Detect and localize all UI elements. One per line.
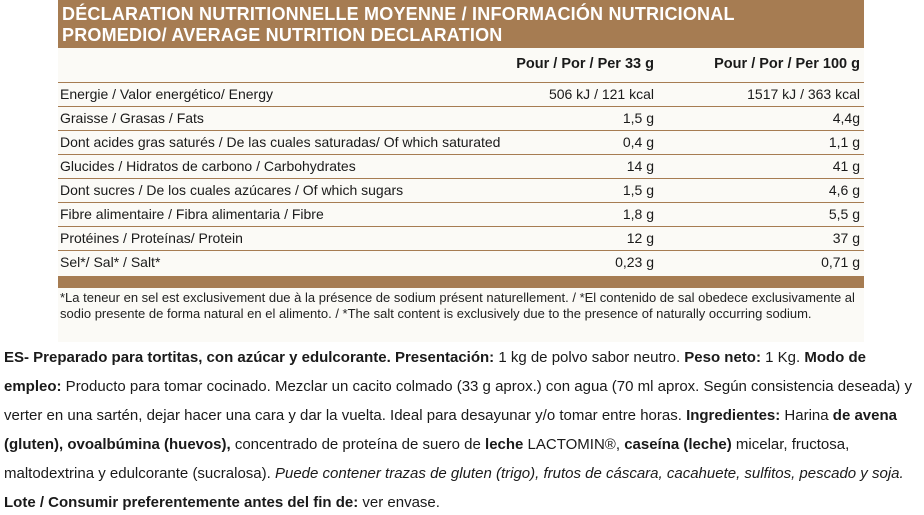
description-lot-label: Lote / Consumir preferentemente antes del fin de: bbox=[4, 494, 359, 511]
nutrient-label: Fibre alimentaire / Fibra alimentaria / Fibre bbox=[60, 206, 324, 222]
description-ingredients-label: Ingredientes: bbox=[686, 407, 781, 424]
table-row bbox=[58, 130, 864, 154]
table-row bbox=[58, 202, 864, 226]
value-per-100g: 4,6 g bbox=[828, 182, 860, 198]
nutrient-label: Glucides / Hidratos de carbono / Carbohydrates bbox=[60, 158, 356, 174]
table-bottom-bar bbox=[58, 276, 864, 288]
value-per-serving: 0,23 g bbox=[615, 254, 654, 270]
nutrition-table bbox=[58, 82, 864, 274]
description-lot: ver envase. bbox=[358, 494, 440, 511]
description-allergen-casein: caseína (leche) bbox=[624, 436, 732, 453]
value-per-100g: 37 g bbox=[832, 230, 860, 246]
product-description bbox=[4, 343, 920, 515]
nutrition-title-bar bbox=[58, 0, 864, 48]
table-row bbox=[58, 154, 864, 178]
table-row bbox=[58, 178, 864, 202]
description-usage-label: Modo de empleo: bbox=[4, 349, 866, 395]
value-per-100g: 5,5 g bbox=[828, 206, 860, 222]
nutrition-title-line2: PROMEDIO/ AVERAGE NUTRITION DECLARATION bbox=[62, 25, 503, 45]
value-per-serving: 1,5 g bbox=[622, 182, 654, 198]
nutrient-label: Graisse / Grasas / Fats bbox=[60, 110, 204, 126]
value-per-serving: 14 g bbox=[626, 158, 654, 174]
column-header-per-100g: Pour / Por / Per 100 g bbox=[714, 56, 860, 72]
value-per-100g: 4,4g bbox=[832, 110, 860, 126]
value-per-100g: 0,71 g bbox=[821, 254, 860, 270]
value-per-100g: 41 g bbox=[832, 158, 860, 174]
value-per-serving: 12 g bbox=[626, 230, 654, 246]
column-header-per-serving: Pour / Por / Per 33 g bbox=[516, 56, 654, 72]
value-per-serving: 506 kJ / 121 kcal bbox=[548, 86, 654, 102]
description-net-weight: 1 Kg. bbox=[760, 349, 805, 366]
value-per-100g: 1517 kJ / 363 kcal bbox=[747, 86, 860, 102]
nutrition-panel bbox=[58, 0, 864, 342]
description-presentation: 1 kg de polvo sabor neutro. bbox=[494, 349, 685, 366]
nutrient-label: Sel*/ Sal* / Salt* bbox=[60, 254, 161, 270]
description-traces: Puede contener trazas de gluten (trigo), frutos de cáscara, cacahuete, sulfitos, pescado y soja. bbox=[274, 465, 904, 482]
value-per-serving: 0,4 g bbox=[622, 134, 654, 150]
salt-footnote: *La teneur en sel est exclusivement due à la présence de sodium présent naturellement. / *El contenido de sal obedece exclusivamente al sodio presente de forma natural en el alimento. / *The salt content is exclusively due to the presence of naturally occurring sodium. bbox=[60, 290, 855, 321]
description-lead: ES- Preparado para tortitas, con azúcar y edulcorante. Presentación: bbox=[4, 349, 495, 366]
nutrient-label: Dont acides gras saturés / De las cuales saturadas/ Of which saturated bbox=[60, 134, 501, 150]
description-allergen-oat-egg: de avena (gluten), ovoalbúmina (huevos), bbox=[4, 407, 897, 453]
table-row bbox=[58, 226, 864, 250]
table-row bbox=[58, 106, 864, 130]
nutrient-label: Protéines / Proteínas/ Protein bbox=[60, 230, 243, 246]
description-ingredient-text: LACTOMIN®, bbox=[523, 436, 625, 453]
table-row bbox=[58, 250, 864, 274]
description-net-weight-label: Peso neto: bbox=[684, 349, 761, 366]
value-per-serving: 1,5 g bbox=[622, 110, 654, 126]
description-ingredient-text: concentrado de proteína de suero de bbox=[230, 436, 486, 453]
value-per-100g: 1,1 g bbox=[828, 134, 860, 150]
table-row bbox=[58, 82, 864, 106]
description-usage: Producto para tomar cocinado. Mezclar un cacito colmado (33 g aprox.) con agua (70 ml aprox. Según consistencia deseada) y verter en una sartén, dejar hacer una cara y dar la vuelta. Ideal para desayunar y/o tomar entre horas. bbox=[4, 378, 912, 424]
nutrition-title-line1: DÉCLARATION NUTRITIONNELLE MOYENNE / INFORMACIÓN NUTRICIONAL bbox=[62, 4, 735, 24]
description-ingredient-text: micelar, fructosa, maltodextrina y edulcorante (sucralosa). bbox=[4, 436, 850, 482]
value-per-serving: 1,8 g bbox=[622, 206, 654, 222]
description-ingredient-text: Harina bbox=[780, 407, 833, 424]
description-allergen-milk: leche bbox=[485, 436, 524, 453]
nutrient-label: Dont sucres / De los cuales azúcares / Of which sugars bbox=[60, 182, 404, 198]
nutrient-label: Energie / Valor energético/ Energy bbox=[60, 86, 273, 102]
